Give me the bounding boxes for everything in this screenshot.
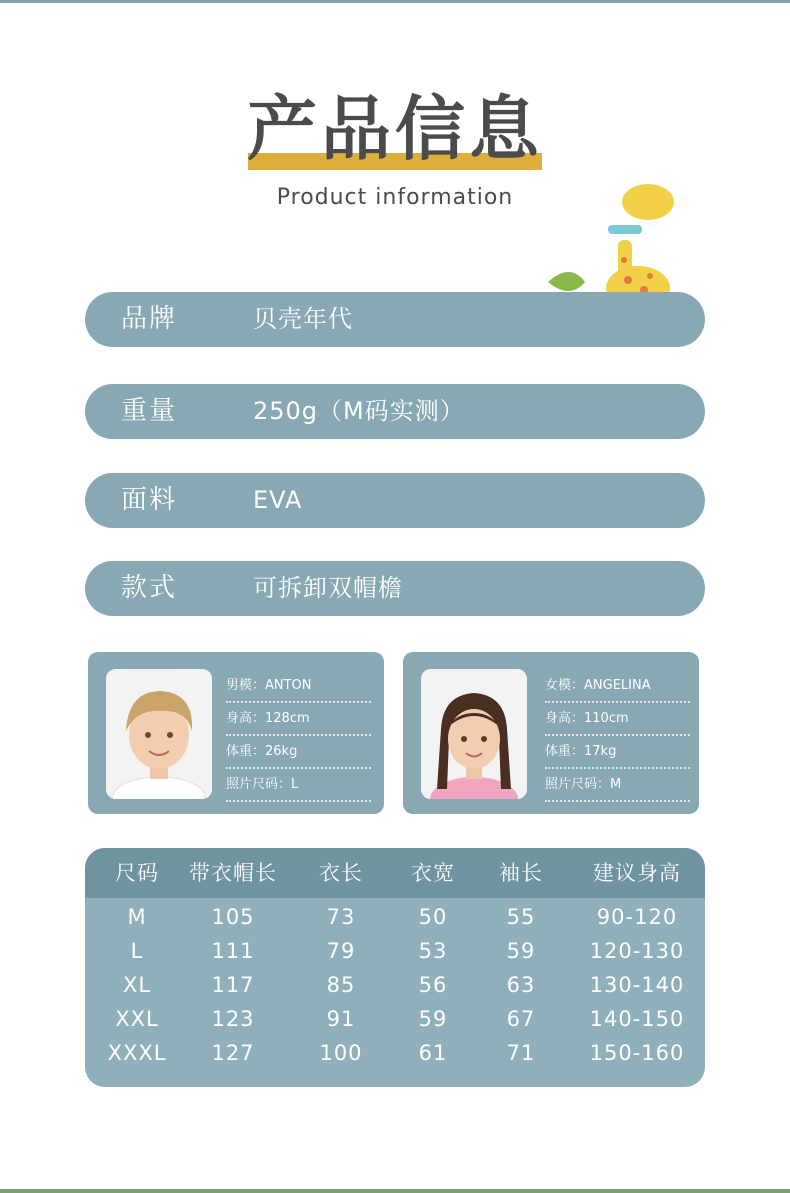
model-weight: 体重：17kg bbox=[545, 736, 690, 769]
title-block bbox=[0, 88, 790, 178]
table-row bbox=[85, 1002, 705, 1036]
info-row-weight bbox=[85, 384, 705, 439]
table-cell: 127 bbox=[211, 1041, 255, 1065]
model-weight: 体重：26kg bbox=[226, 736, 371, 769]
table-cell: 117 bbox=[211, 973, 255, 997]
model-photo bbox=[106, 669, 212, 799]
model-photo-size: 照片尺码：L bbox=[226, 769, 371, 802]
info-value: EVA bbox=[253, 486, 303, 514]
model-height: 身高：128cm bbox=[226, 703, 371, 736]
table-cell: 71 bbox=[506, 1041, 536, 1065]
table-cell: 53 bbox=[418, 939, 448, 963]
table-cell: 50 bbox=[418, 905, 448, 929]
column-header: 衣宽 bbox=[411, 861, 455, 885]
table-cell: 59 bbox=[506, 939, 536, 963]
boy-portrait-icon bbox=[106, 669, 212, 799]
model-photo bbox=[421, 669, 527, 799]
column-header: 衣长 bbox=[319, 861, 363, 885]
info-row-brand bbox=[85, 292, 705, 347]
girl-portrait-icon bbox=[421, 669, 527, 799]
model-photo-size: 照片尺码：M bbox=[545, 769, 690, 802]
page-title: 产品信息 bbox=[247, 88, 543, 170]
info-label: 重量 bbox=[121, 396, 178, 426]
table-cell: 111 bbox=[211, 939, 255, 963]
model-name: 女模：ANGELINA bbox=[545, 670, 690, 703]
table-cell: 140-150 bbox=[589, 1007, 685, 1031]
table-cell: XL bbox=[122, 973, 152, 997]
table-row bbox=[85, 1036, 705, 1070]
info-value: 可拆卸双帽檐 bbox=[253, 574, 403, 602]
page-subtitle: Product information bbox=[276, 185, 514, 210]
table-row bbox=[85, 900, 705, 934]
table-cell: M bbox=[127, 905, 147, 929]
column-header: 带衣帽长 bbox=[189, 861, 277, 885]
column-header: 尺码 bbox=[115, 861, 159, 885]
table-cell: 130-140 bbox=[589, 973, 685, 997]
table-cell: XXXL bbox=[107, 1041, 167, 1065]
model-details bbox=[545, 670, 690, 802]
table-cell: 91 bbox=[326, 1007, 356, 1031]
table-cell: 150-160 bbox=[589, 1041, 685, 1065]
table-cell: XXL bbox=[115, 1007, 159, 1031]
table-row bbox=[85, 968, 705, 1002]
table-cell: 56 bbox=[418, 973, 448, 997]
table-cell: 59 bbox=[418, 1007, 448, 1031]
model-card-boy bbox=[88, 652, 384, 814]
table-cell: L bbox=[130, 939, 144, 963]
table-cell: 100 bbox=[319, 1041, 363, 1065]
model-height: 身高：110cm bbox=[545, 703, 690, 736]
table-row bbox=[85, 934, 705, 968]
size-table bbox=[85, 848, 705, 1087]
bottom-divider bbox=[0, 1189, 790, 1193]
info-value: 贝壳年代 bbox=[253, 305, 353, 333]
info-label: 款式 bbox=[121, 573, 178, 603]
table-cell: 85 bbox=[326, 973, 356, 997]
info-label: 面料 bbox=[121, 485, 178, 515]
column-header: 袖长 bbox=[499, 861, 543, 885]
model-name: 男模：ANTON bbox=[226, 670, 371, 703]
table-cell: 90-120 bbox=[596, 905, 678, 929]
size-table-header bbox=[85, 848, 705, 898]
table-cell: 73 bbox=[326, 905, 356, 929]
table-cell: 63 bbox=[506, 973, 536, 997]
info-label: 品牌 bbox=[121, 304, 178, 334]
table-cell: 120-130 bbox=[589, 939, 685, 963]
top-divider bbox=[0, 0, 790, 3]
column-header: 建议身高 bbox=[593, 861, 681, 885]
model-card-girl bbox=[403, 652, 699, 814]
table-cell: 67 bbox=[506, 1007, 536, 1031]
table-cell: 123 bbox=[211, 1007, 255, 1031]
info-row-fabric bbox=[85, 473, 705, 528]
info-value: 250g（M码实测） bbox=[253, 397, 465, 425]
model-details bbox=[226, 670, 371, 802]
info-row-style bbox=[85, 561, 705, 616]
table-cell: 79 bbox=[326, 939, 356, 963]
table-cell: 105 bbox=[211, 905, 255, 929]
size-table-body bbox=[85, 900, 705, 1070]
table-cell: 55 bbox=[506, 905, 536, 929]
table-cell: 61 bbox=[418, 1041, 448, 1065]
